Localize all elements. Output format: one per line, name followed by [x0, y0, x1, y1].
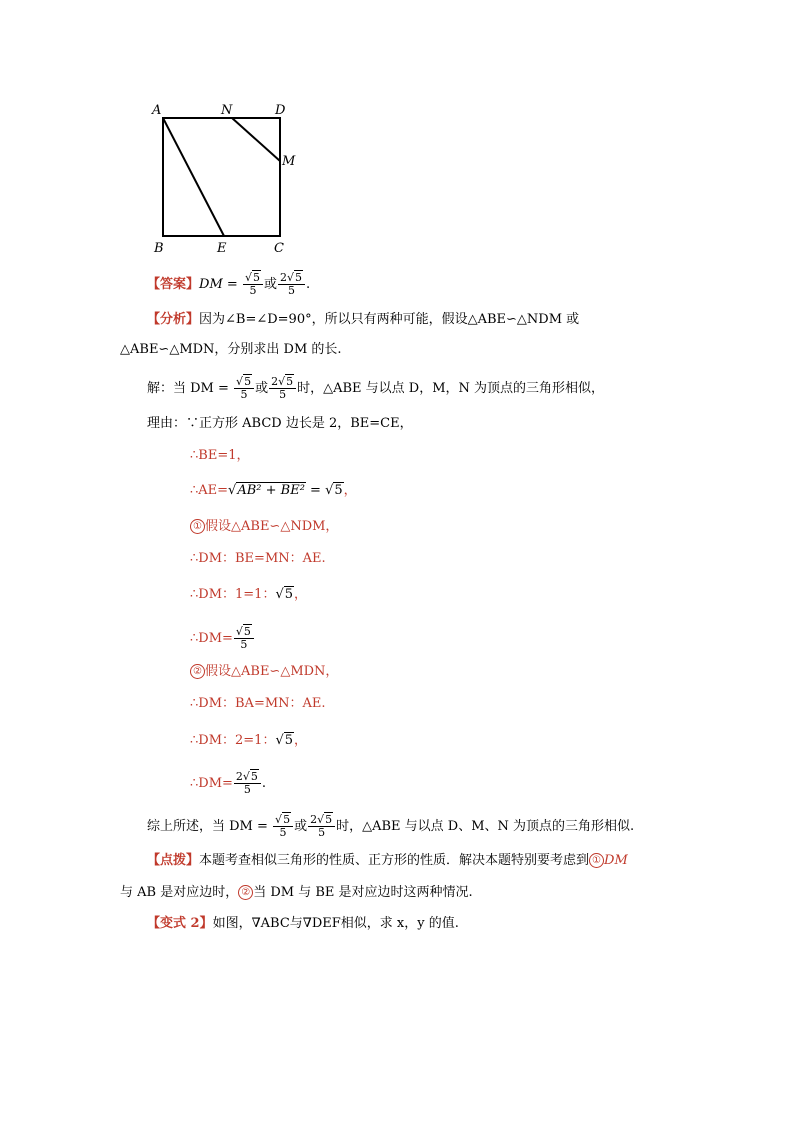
- segment-ae: [163, 118, 224, 236]
- segment-nm: [232, 118, 280, 161]
- variant-line: 【变式 2】如图，∇ABC与∇DEF相似，求 x，y 的值.: [147, 916, 459, 931]
- label-e: E: [217, 241, 227, 256]
- answer-tag: 【答案】: [147, 277, 200, 292]
- fraction-2root5-over-5: $\frac{2√5}{5}$: [278, 272, 305, 297]
- case-2-assume: ② 假设△ABE∽△MDN，: [190, 663, 338, 681]
- step-be: ∴BE=1，: [190, 448, 250, 463]
- case-2-ratio: ∴DM：BA=MN：AE.: [190, 696, 326, 711]
- circled-two: ②: [190, 664, 205, 679]
- square-figure: [140, 95, 320, 260]
- tip-line-1: 【点拨】本题考查相似三角形的性质、正方形的性质．解决本题特别要考虑到 ① DM: [147, 853, 628, 868]
- analysis-line-2: △ABE∽△MDN，分别求出 DM 的长.: [120, 342, 342, 357]
- summary-line: 综上所述，当 DM = $\frac{√5}{5}$ 或 $\frac{2√5}{5}$ 时，△ABE 与以点 D、M、N 为顶点的三角形相似.: [147, 813, 635, 839]
- circled-one: ①: [190, 519, 205, 534]
- case-1-sub: ∴DM：1=1：√5，: [190, 587, 308, 602]
- square-abcd: [163, 118, 280, 236]
- label-n: N: [221, 103, 233, 118]
- case-1-assume: ① 假设△ABE∽△NDM，: [190, 518, 338, 536]
- label-m: M: [282, 154, 296, 169]
- analysis-line-1: 【分析】因为∠B=∠D=90°，所以只有两种可能，假设△ABE∽△NDM 或: [147, 312, 580, 327]
- case-1-result: ∴DM= $\frac{√5}{5}$: [190, 626, 255, 651]
- label-c: C: [274, 241, 284, 256]
- label-b: B: [154, 241, 164, 256]
- step-ae: ∴AE=√AB² + BE² = √5，: [190, 483, 357, 498]
- case-2-result: ∴DM= $\frac{2√5}{5}$ .: [190, 770, 267, 796]
- label-a: A: [152, 103, 162, 118]
- fraction-root5-over-5: $\frac{√5}{5}$: [243, 272, 263, 297]
- answer-line: 【答案】DM = $\frac{√5}{5}$ 或 $\frac{2√5}{5}$ .: [147, 271, 311, 297]
- label-d: D: [275, 103, 286, 118]
- tip-line-2: 与 AB 是对应边时， ② 当 DM 与 BE 是对应边时这两种情况.: [120, 885, 473, 900]
- reason-line: 理由：∵正方形 ABCD 边长是 2，BE=CE，: [147, 416, 413, 431]
- case-2-sub: ∴DM：2=1：√5，: [190, 733, 308, 748]
- solution-intro: 解：当 DM = $\frac{√5}{5}$ 或 $\frac{2√5}{5}$ 时，△ABE 与以点 D，M，N 为顶点的三角形相似，: [147, 375, 605, 401]
- case-1-ratio: ∴DM：BE=MN：AE.: [190, 551, 326, 566]
